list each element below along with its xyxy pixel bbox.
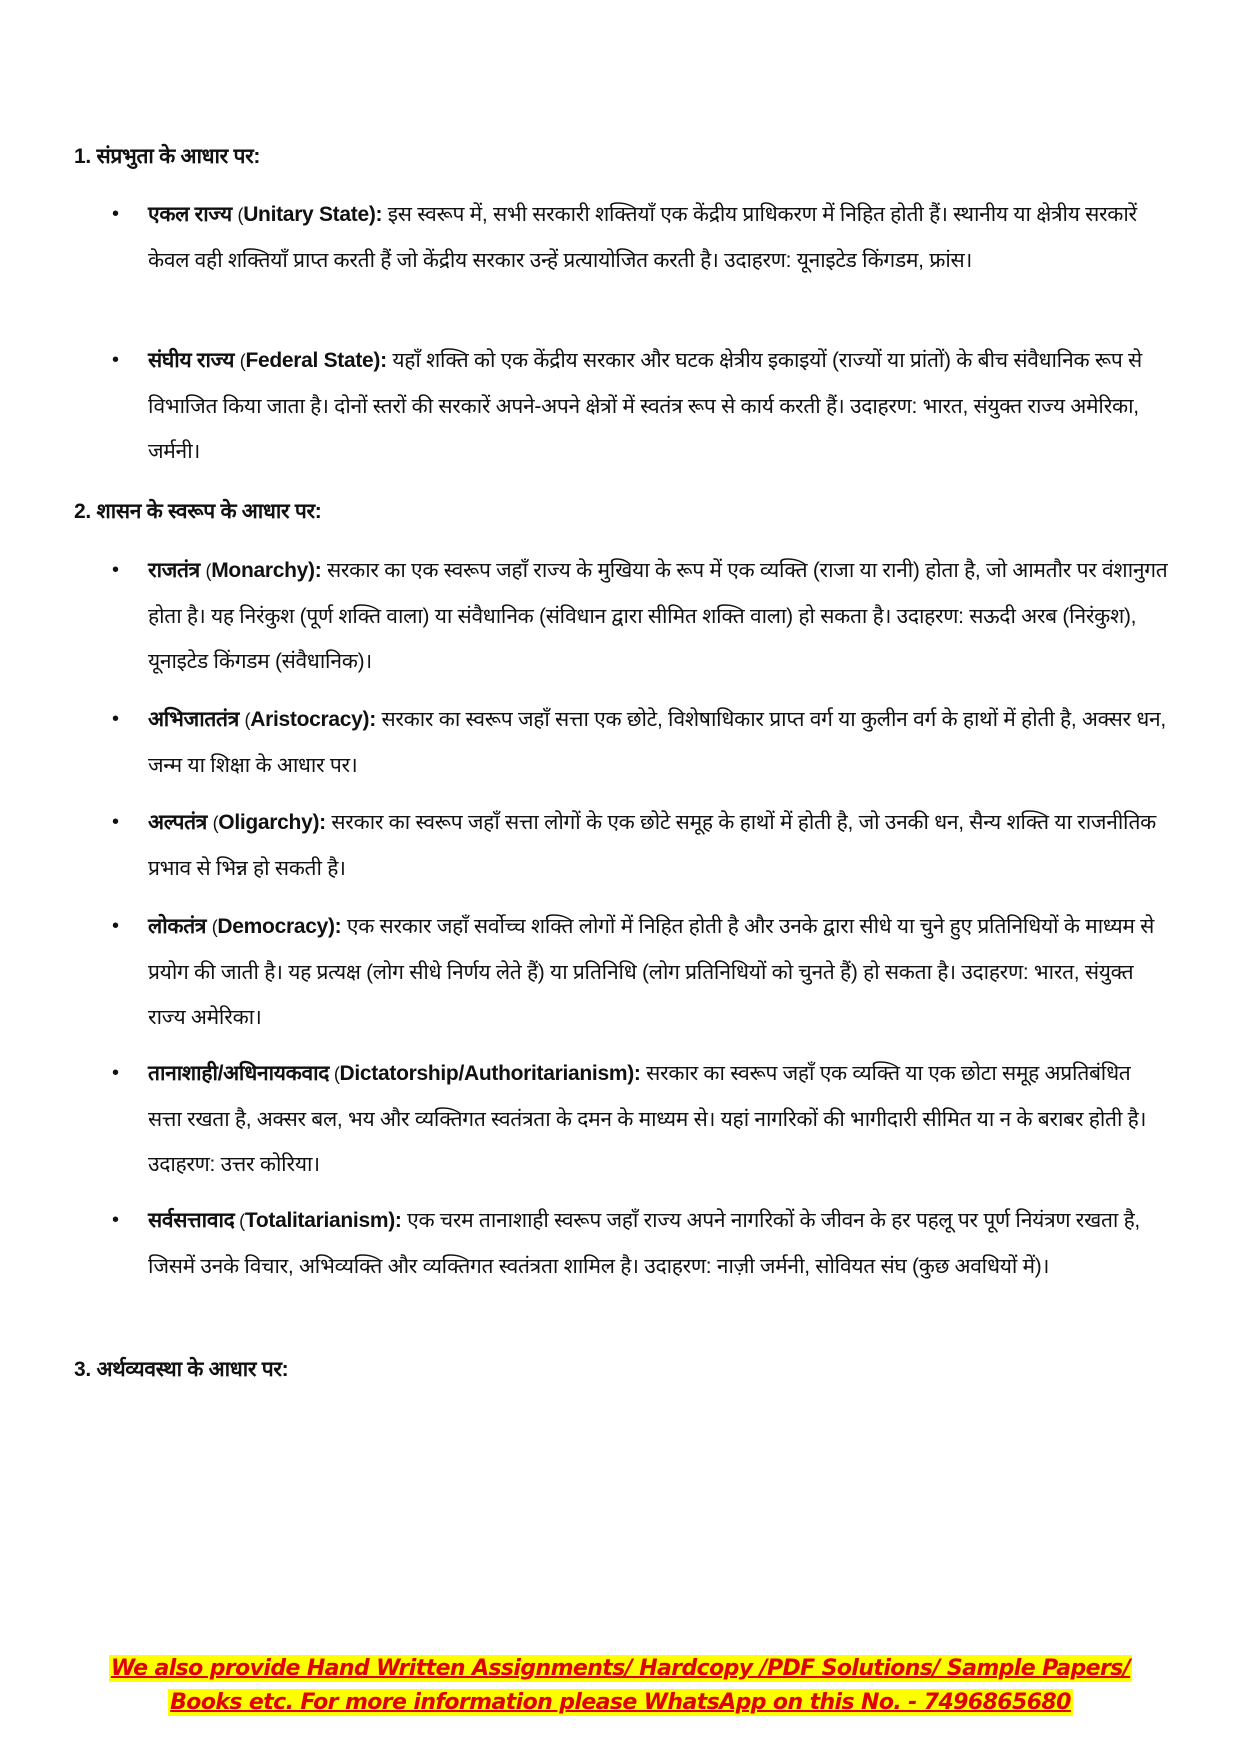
bullet-icon: • [112,1209,119,1231]
footer-promo-text: We also provide Hand Written Assignments/ Hardcopy /PDF Solutions/ Sample Papers/ [110,1656,1131,1681]
item-description: इस स्वरूप में, सभी सरकारी शक्तियाँ एक केंद्रीय प्राधिकरण में निहित होती हैं। स्थानीय या क्षेत्रीय सरकारें केवल वही शक्तियाँ प्राप्त करती हैं जो केंद्रीय सरकार उन्हें प्रत्यायोजित करती है। उदाहरण: यूनाइटेड किंगडम, फ्रांस। [148,203,1137,272]
item-description: एक सरकार जहाँ सर्वोच्च शक्ति लोगों में निहित होती है और उनके द्वारा सीधे या चुने हुए प्रतिनिधियों के माध्यम से प्रयोग की जाती है। यह प्रत्यक्ष (लोग सीधे निर्णय लेते हैं) या प्रतिनिधि (लोग प्रतिनिधियों को चुनते हैं) हो सकता है। उदाहरण: भारत, संयुक्त राज्य अमेरिका। [148,915,1155,1029]
item-paren: ( [239,351,246,371]
section-heading-sovereignty: 1. संप्रभुता के आधार पर: [74,145,261,168]
footer-promo-line-1 [0,1656,1241,1681]
item-paren: ( [212,813,219,833]
bullet-icon: • [112,1062,119,1084]
bullet-icon: • [112,203,119,225]
item-english-term: Aristocracy): [250,708,376,731]
list-item-unitary-state [112,192,1168,283]
section-heading-economy: 3. अर्थव्यवस्था के आधार पर: [74,1358,289,1381]
section-heading-governance: 2. शासन के स्वरूप के आधार पर: [74,500,322,523]
list-item-federal-state [112,338,1168,474]
item-description: सरकार का स्वरूप जहाँ सत्ता लोगों के एक छोटे समूह के हाथों में होती है, जो उनकी धन, सैन्य शक्ति या राजनीतिक प्रभाव से भिन्न हो सकती है। [148,811,1156,880]
item-description: सरकार का एक स्वरूप जहाँ राज्य के मुखिया के रूप में एक व्यक्ति (राजा या रानी) होता है, जो आमतौर पर वंशानुगत होता है। यह निरंकुश (पूर्ण शक्ति वाला) या संवैधानिक (संविधान द्वारा सीमित शक्ति वाला) हो सकता है। उदाहरण: सऊदी अरब (निरंकुश), यूनाइटेड किंगडम (संवैधानिक)। [148,559,1168,673]
item-paren: ( [244,710,251,730]
bullet-icon: • [112,559,119,581]
item-term: एकल राज्य [148,203,232,226]
item-description: एक चरम तानाशाही स्वरूप जहाँ राज्य अपने नागरिकों के जीवन के हर पहलू पर पूर्ण नियंत्रण रखता है, जिसमें उनके विचार, अभिव्यक्ति और व्यक्तिगत स्वतंत्रता शामिल है। उदाहरण: नाज़ी जर्मनी, सोवियत संघ (कुछ अवधियों में)। [148,1209,1140,1278]
item-description: सरकार का स्वरूप जहाँ एक व्यक्ति या एक छोटा समूह अप्रतिबंधित सत्ता रखता है, अक्सर बल, भय और व्यक्तिगत स्वतंत्रता के दमन के माध्यम से। यहां नागरिकों की भागीदारी सीमित या न के बराबर होती है। उदाहरण: उत्तर कोरिया। [148,1062,1147,1176]
item-paren: ( [211,917,218,937]
item-english-term: Democracy): [217,915,342,938]
footer-contact-text: Books etc. For more information please WhatsApp on this No. - 7496865680 [170,1690,1071,1715]
item-paren: ( [329,1064,340,1084]
item-description: सरकार का स्वरूप जहाँ सत्ता एक छोटे, विशेषाधिकार प्राप्त वर्ग या कुलीन वर्ग के हाथों में होती है, अक्सर धन, जन्म या शिक्षा के आधार पर। [148,708,1166,777]
list-item-monarchy [112,548,1168,684]
item-term: अल्पतंत्र [148,811,208,834]
item-description: यहाँ शक्ति को एक केंद्रीय सरकार और घटक क्षेत्रीय इकाइयों (राज्यों या प्रांतों) के बीच संवैधानिक रूप से विभाजित किया जाता है। दोनों स्तरों की सरकारें अपने-अपने क्षेत्रों में स्वतंत्र रूप से कार्य करती हैं। उदाहरण: भारत, संयुक्त राज्य अमेरिका, जर्मनी। [148,349,1142,463]
list-item-dictatorship [112,1051,1168,1187]
item-english-term: Totalitarianism): [244,1209,402,1232]
list-item-oligarchy [112,800,1168,891]
item-english-term: Unitary State): [243,203,383,226]
item-paren: ( [234,1211,245,1231]
item-term: लोकतंत्र [148,915,207,938]
item-term: संघीय राज्य [148,349,235,372]
item-term: सर्वसत्तावाद [148,1209,235,1232]
item-paren: ( [205,561,212,581]
bullet-icon: • [112,708,119,730]
item-english-term: Federal State): [245,349,387,372]
item-paren: ( [237,205,244,225]
item-term: तानाशाही/अधिनायकवाद [148,1062,330,1085]
item-term: राजतंत्र [148,559,200,582]
list-item-aristocracy [112,697,1168,788]
item-english-term: Monarchy): [211,559,322,582]
list-item-totalitarianism [112,1198,1168,1289]
item-english-term: Oligarchy): [218,811,326,834]
bullet-icon: • [112,349,119,371]
footer-promo-line-2 [0,1690,1241,1715]
bullet-icon: • [112,915,119,937]
list-item-democracy [112,904,1168,1040]
bullet-icon: • [112,811,119,833]
item-term: अभिजाततंत्र [148,708,239,731]
item-english-term: Dictatorship/Authoritarianism): [339,1062,641,1085]
